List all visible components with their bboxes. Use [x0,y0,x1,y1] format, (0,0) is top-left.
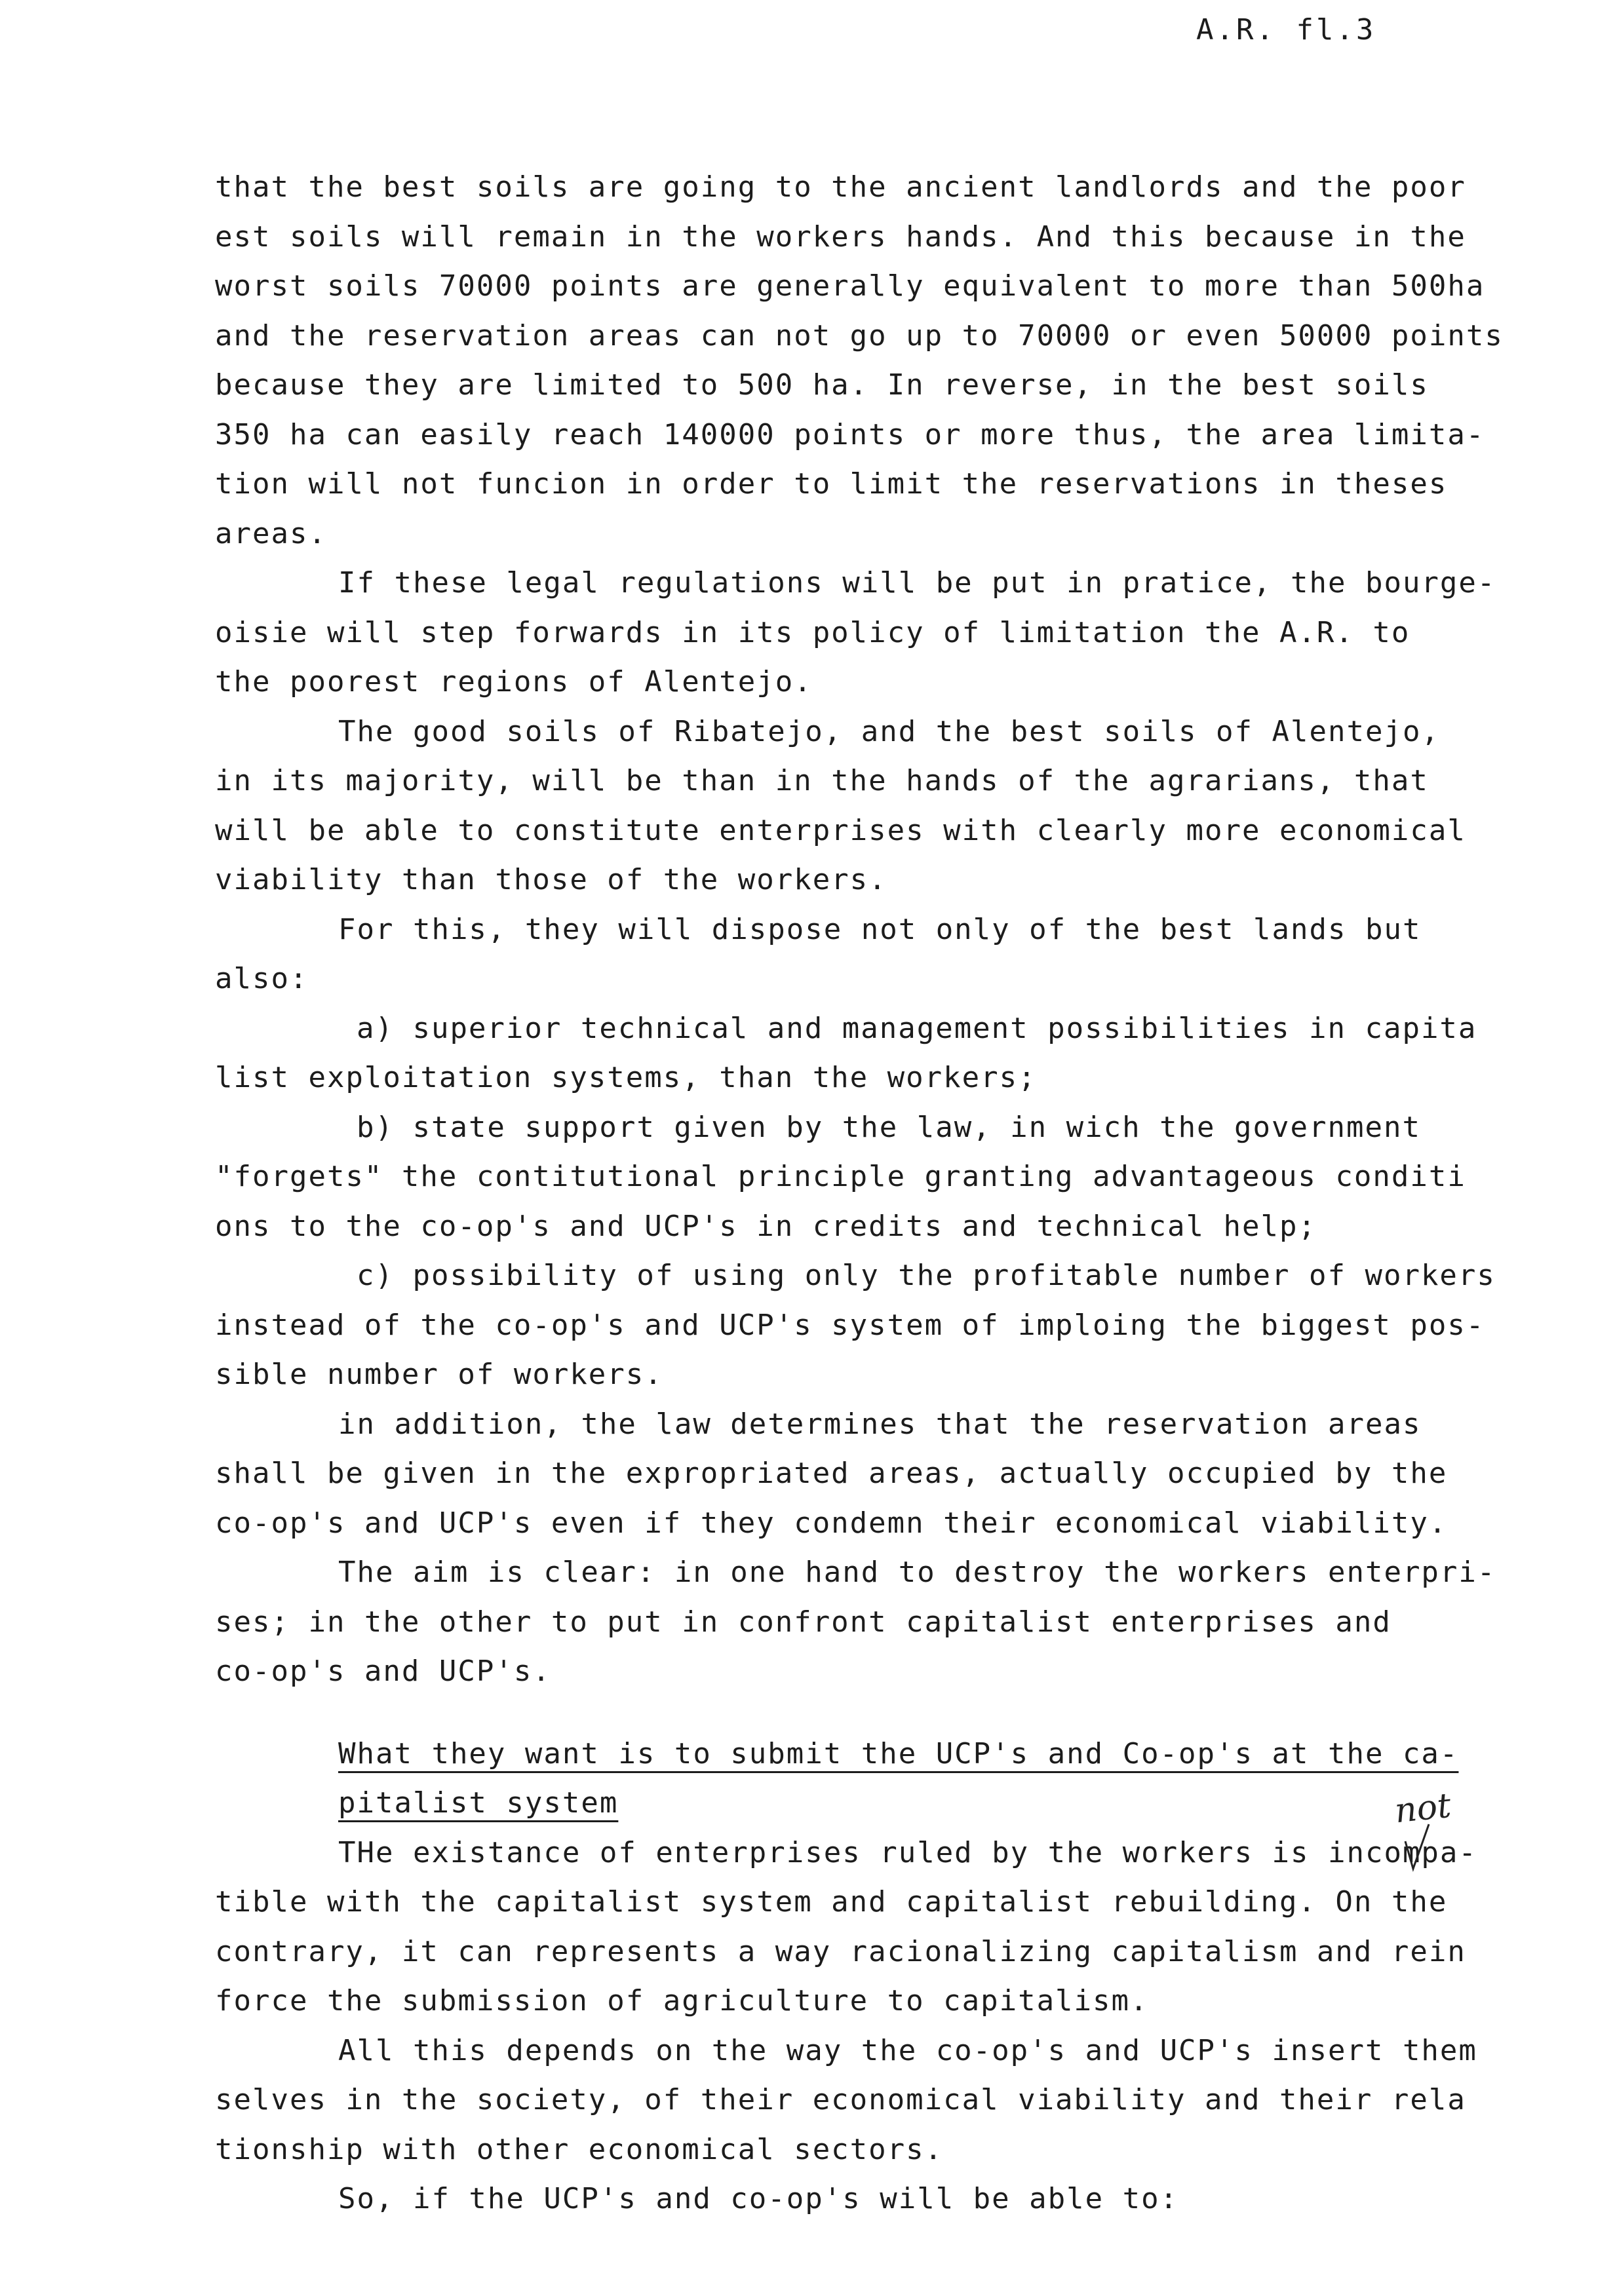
text-line: force the submission of agriculture to capitalism. [215,1984,1149,2018]
text-line: THe existance of enterprises ruled by the workers is incompa- [338,1835,1477,1869]
text-line: ons to the co-op's and UCP's in credits and technical help; [215,1209,1317,1243]
list-item [215,1103,1605,1252]
text-line: oisie will step forwards in its policy of limitation the A.R. to [215,615,1411,649]
text-line: list exploitation systems, than the workers; [215,1061,1037,1094]
text-line: in its majority, will be than in the hands of the agrarians, that [215,764,1429,797]
text-line: will be able to constitute enterprises with clearly more economical [215,813,1466,847]
paragraph [215,1828,1605,2026]
paragraph [215,2174,1605,2224]
document-body [215,163,1605,2224]
text-line: c) possibility of using only the profitable number of workers [357,1259,1496,1292]
text-line: because they are limited to 500 ha. In reverse, in the best soils [215,368,1429,402]
spacer [215,1696,1605,1729]
text-line: in addition, the law determines that the reservation areas [338,1407,1422,1441]
text-line: also: [215,962,309,995]
text-line: The good soils of Ribatejo, and the best soils of Alentejo, [338,714,1440,748]
heading-line: What they want is to submit the UCP's and Co-op's at the ca- [338,1736,1459,1770]
text-line: that the best soils are going to the ancient landlords and the poor [215,170,1466,204]
text-line: shall be given in the expropriated areas, actually occupied by the [215,1457,1448,1490]
paragraph [215,707,1605,905]
text-line: est soils will remain in the workers hands. And this because in the [215,220,1466,254]
page-reference: A.R. fl.3 [1196,13,1376,47]
paragraph [215,905,1605,1004]
paragraph [215,2026,1605,2175]
text-line: tionship with other economical sectors. [215,2132,944,2166]
text-line: b) state support given by the law, in wich the government [357,1110,1421,1144]
text-line: 350 ha can easily reach 140000 points or more thus, the area limita- [215,417,1485,451]
paragraph [215,1400,1605,1548]
text-line: If these legal regulations will be put in pratice, the bourge- [338,566,1496,600]
text-line: "forgets" the contitutional principle granting advantageous conditi [215,1160,1466,1193]
text-line: selves in the society, of their economical viability and their rela [215,2083,1466,2116]
handwritten-annotation: not [1393,1786,1453,1831]
paragraph [215,558,1605,707]
list-item [215,1251,1605,1400]
text-line: tible with the capitalist system and capitalist rebuilding. On the [215,1885,1448,1919]
insertion-caret-icon [1404,1822,1430,1874]
text-line: tion will not funcion in order to limit the reservations in theses [215,467,1448,501]
text-line: ses; in the other to put in confront capitalist enterprises and [215,1605,1391,1639]
text-line: So, if the UCP's and co-op's will be able to: [338,2182,1179,2215]
text-line: instead of the co-op's and UCP's system of imploing the biggest pos- [215,1308,1485,1342]
text-line: co-op's and UCP's. [215,1655,551,1688]
text-line: For this, they will dispose not only of the best lands but [338,912,1422,946]
text-line: the poorest regions of Alentejo. [215,665,813,698]
text-line: areas. [215,516,327,550]
paragraph [215,163,1605,558]
text-line: All this depends on the way the co-op's and UCP's insert them [338,2033,1477,2067]
text-line: a) superior technical and management possibilities in capita [357,1011,1477,1045]
text-line: viability than those of the workers. [215,863,887,896]
paragraph [215,1548,1605,1696]
text-line: sible number of workers. [215,1358,663,1391]
text-line: worst soils 70000 points are generally equivalent to more than 500ha [215,269,1485,303]
text-line: and the reservation areas can not go up to 70000 or even 50000 points [215,318,1504,353]
list-item [215,1004,1605,1103]
heading-line: pitalist system [338,1786,619,1820]
text-line: contrary, it can represents a way racionalizing capitalism and rein [215,1934,1466,1968]
text-line: The aim is clear: in one hand to destroy the workers enterpri- [338,1556,1496,1589]
text-line: co-op's and UCP's even if they condemn their economical viability. [215,1506,1448,1540]
